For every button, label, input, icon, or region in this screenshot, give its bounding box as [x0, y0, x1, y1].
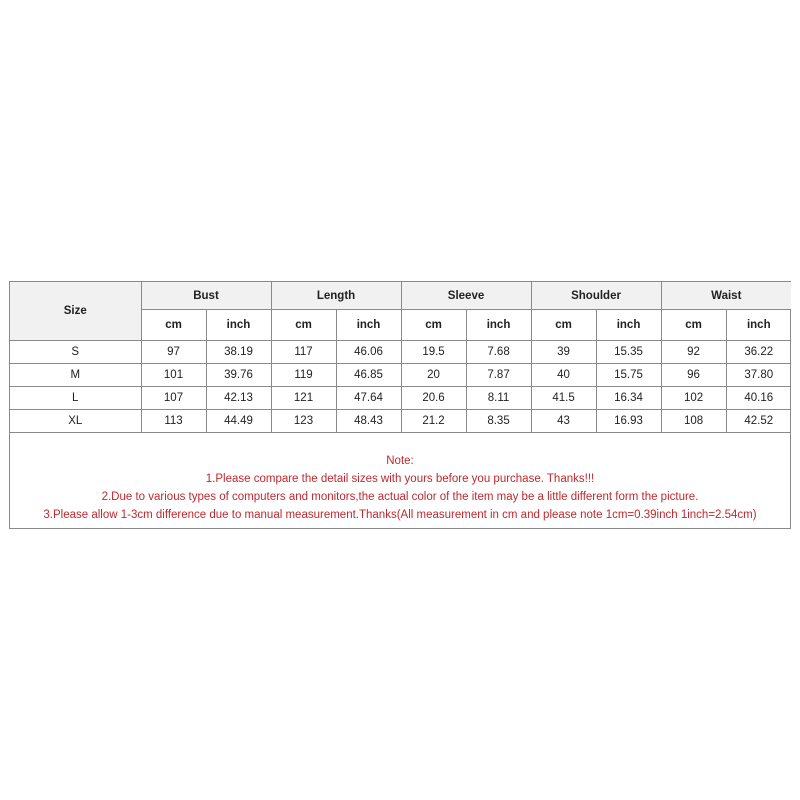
unit-header-inch: inch — [206, 310, 271, 341]
note-line-3: 3.Please allow 1-3cm difference due to manual measurement.Thanks(All measurement in cm and please note 1cm=0.39inch 1inch=2.54cm) — [43, 509, 757, 521]
measurement-cell: 8.11 — [466, 387, 531, 410]
waist-header: Waist — [661, 282, 791, 310]
measurement-cell: 40.16 — [726, 387, 791, 410]
measurement-cell: 123 — [271, 410, 336, 433]
measurement-cell: 43 — [531, 410, 596, 433]
unit-header-inch: inch — [336, 310, 401, 341]
unit-header-cm: cm — [531, 310, 596, 341]
measurement-cell: 46.06 — [336, 341, 401, 364]
measurement-cell: 8.35 — [466, 410, 531, 433]
size-cell: S — [10, 341, 141, 364]
unit-header-inch: inch — [746, 319, 771, 331]
measurement-cell: 117 — [271, 341, 336, 364]
shoulder-header: Shoulder — [531, 282, 661, 310]
measurement-cell: 97 — [141, 341, 206, 364]
table-body — [10, 341, 791, 433]
measurement-cell: 39 — [531, 341, 596, 364]
measurement-cell: 7.87 — [466, 364, 531, 387]
size-table — [10, 282, 791, 432]
measurement-cell: 47.64 — [336, 387, 401, 410]
measurement-cell: 101 — [141, 364, 206, 387]
note-line-2: 2.Due to various types of computers and monitors,the actual color of the item may be a little different form the picture. — [101, 491, 699, 503]
size-cell: L — [10, 387, 141, 410]
unit-header-cm: cm — [661, 310, 726, 341]
unit-header-cm: cm — [271, 310, 336, 341]
table-header-row — [10, 282, 791, 310]
measurement-cell: 96 — [661, 364, 726, 387]
measurement-cell: 119 — [271, 364, 336, 387]
measurement-cell: 36.22 — [726, 341, 791, 364]
size-column-header: Size — [10, 282, 141, 341]
measurement-cell: 48.43 — [336, 410, 401, 433]
measurement-cell: 102 — [661, 387, 726, 410]
note-title: Note: — [386, 455, 414, 467]
measurement-cell: 7.68 — [466, 341, 531, 364]
measurement-cell: 41.5 — [531, 387, 596, 410]
measurement-cell: 20 — [401, 364, 466, 387]
note-line-1: 1.Please compare the detail sizes with yours before you purchase. Thanks!!! — [205, 473, 595, 485]
notes-box — [10, 432, 790, 528]
measurement-cell: 46.85 — [336, 364, 401, 387]
size-cell: M — [10, 364, 141, 387]
unit-header-cm: cm — [141, 310, 206, 341]
size-chart — [9, 281, 791, 529]
measurement-cell: 15.75 — [596, 364, 661, 387]
measurement-cell: 16.93 — [596, 410, 661, 433]
measurement-cell: 15.35 — [596, 341, 661, 364]
measurement-cell: 113 — [141, 410, 206, 433]
measurement-cell: 19.5 — [401, 341, 466, 364]
sleeve-header: Sleeve — [401, 282, 531, 310]
measurement-cell: 44.49 — [206, 410, 271, 433]
bust-header: Bust — [141, 282, 271, 310]
measurement-cell: 107 — [141, 387, 206, 410]
measurement-cell: 40 — [531, 364, 596, 387]
unit-header-inch: inch — [596, 310, 661, 341]
measurement-cell: 21.2 — [401, 410, 466, 433]
measurement-cell: 38.19 — [206, 341, 271, 364]
measurement-cell: 16.34 — [596, 387, 661, 410]
table-row — [10, 410, 791, 433]
table-row — [10, 387, 791, 410]
measurement-cell: 108 — [661, 410, 726, 433]
length-header: Length — [271, 282, 401, 310]
measurement-cell: 121 — [271, 387, 336, 410]
unit-header-cm: cm — [401, 310, 466, 341]
size-cell: XL — [10, 410, 141, 433]
table-row — [10, 364, 791, 387]
measurement-cell: 39.76 — [206, 364, 271, 387]
measurement-cell: 20.6 — [401, 387, 466, 410]
measurement-cell: 42.13 — [206, 387, 271, 410]
measurement-cell: 42.52 — [726, 410, 791, 433]
measurement-cell: 92 — [661, 341, 726, 364]
measurement-cell: 37.80 — [726, 364, 791, 387]
unit-header-inch: inch — [466, 310, 531, 341]
table-row — [10, 341, 791, 364]
